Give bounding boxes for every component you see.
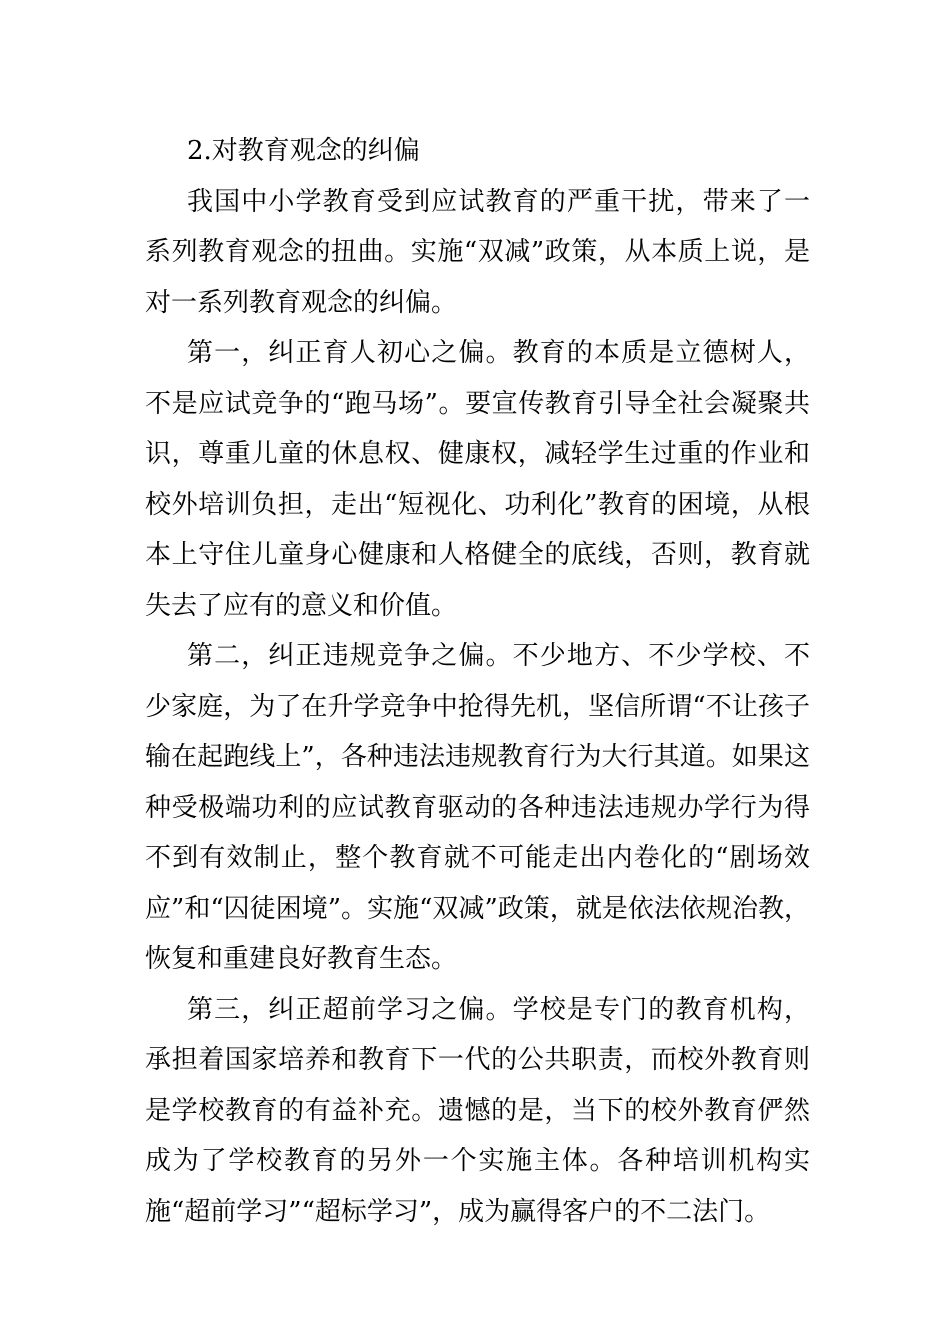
paragraph-second-point: 第二，纠正违规竞争之偏。不少地方、不少学校、不少家庭，为了在升学竞争中抢得先机，坚信所谓“不让孩子输在起跑线上”，各种违法违规教育行为大行其道。如果这种受极端功利的应试教育驱动的各种违法违规办学行为得不到有效制止，整个教育就不可能走出内卷化的“剧场效应”和“囚徒困境”。实施“双减”政策，就是依法依规治教，恢复和重建良好教育生态。 xyxy=(145,641,810,974)
paragraph-first-point: 第一，纠正育人初心之偏。教育的本质是立德树人，不是应试竞争的“跑马场”。要宣传教育引导全社会凝聚共识，尊重儿童的休息权、健康权，减轻学生过重的作业和校外培训负担，走出“短视化、功利化”教育的困境，从根本上守住儿童身心健康和人格健全的底线，否则，教育就失去了应有的意义和价值。 xyxy=(145,338,810,621)
paragraph-intro: 我国中小学教育受到应试教育的严重干扰，带来了一系列教育观念的扭曲。实施“双减”政策，从本质上说，是对一系列教育观念的纠偏。 xyxy=(145,186,810,318)
paragraph-third-point: 第三，纠正超前学习之偏。学校是专门的教育机构，承担着国家培养和教育下一代的公共职责，而校外教育则是学校教育的有益补充。遗憾的是，当下的校外教育俨然成为了学校教育的另外一个实施主体。各种培训机构实施“超前学习”“超标学习”，成为赢得客户的不二法门。 xyxy=(145,994,810,1227)
section-heading: 2.对教育观念的纠偏 xyxy=(187,136,420,166)
document-body xyxy=(145,126,810,1237)
